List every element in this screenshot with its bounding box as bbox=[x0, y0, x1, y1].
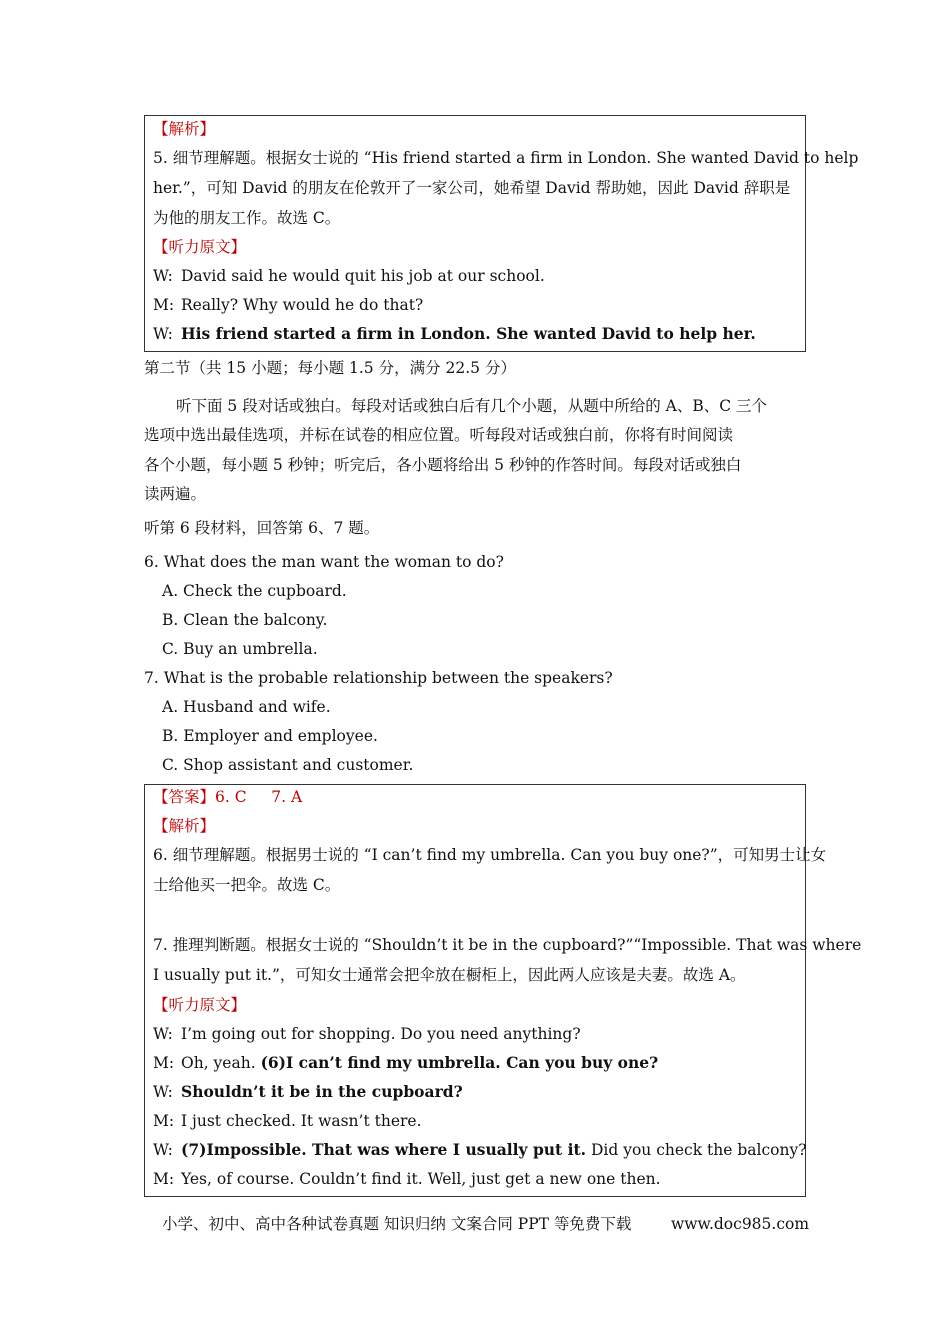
instruction-line: 选项中选出最佳选项，并标在试卷的相应位置。听每段对话或独白前，你将有时间阅读 bbox=[144, 426, 734, 444]
analysis-box-q5 bbox=[144, 115, 859, 352]
question-stem: 7. What is the probable relationship between the speakers? bbox=[144, 669, 613, 687]
analysis-line: 士给他买一把伞。故选 C。 bbox=[153, 876, 341, 894]
instruction-line: 各个小题，每小题 5 秒钟；听完后，各小题将给出 5 秒钟的作答时间。每段对话或独白 bbox=[144, 456, 742, 474]
analysis-line: 为他的朋友工作。故选 C。 bbox=[153, 209, 341, 227]
transcript-line: M: Yes, of course. Couldn’t find it. Well, just get a new one then. bbox=[153, 1170, 661, 1188]
answer-line: 【 答案 】 6. C 7. A bbox=[153, 786, 797, 808]
question-option: B. Employer and employee. bbox=[162, 727, 378, 745]
question-stem: 6. What does the man want the woman to do? bbox=[144, 553, 504, 571]
transcript-line: M: I just checked. It wasn’t there. bbox=[153, 1112, 422, 1130]
question-option: C. Shop assistant and customer. bbox=[162, 756, 414, 774]
material-prompt: 听第 6 段材料，回答第 6、7 题。 bbox=[144, 519, 380, 537]
analysis-heading: 【 解析 】 bbox=[153, 815, 797, 837]
footer-text: 小学、初中、高中各种试卷真题 知识归纳 文案合同 PPT 等免费下载 bbox=[162, 1215, 632, 1233]
question-option: B. Clean the balcony. bbox=[162, 611, 328, 629]
transcript-line: W: (7)Impossible. That was where I usually put it. Did you check the balcony? bbox=[153, 1140, 807, 1159]
transcript-line: M: Oh, yeah. (6)I can’t find my umbrella. Can you buy one? bbox=[153, 1053, 659, 1072]
transcript-heading: 【 听力原文 】 bbox=[153, 994, 797, 1016]
analysis-heading: 【 解析 】 bbox=[153, 118, 797, 140]
analysis-line: 5. 细节理解题。根据女士说的 “His friend started a firm in London. She wanted David to help bbox=[153, 149, 859, 167]
transcript-line: W: David said he would quit his job at our school. bbox=[153, 267, 545, 285]
question-option: A. Check the cupboard. bbox=[162, 582, 347, 600]
transcript-line: W: I’m going out for shopping. Do you need anything? bbox=[153, 1025, 581, 1043]
analysis-line: I usually put it.”，可知女士通常会把伞放在橱柜上，因此两人应该是夫妻。故选 A。 bbox=[153, 966, 746, 984]
transcript-line: W: His friend started a firm in London. She wanted David to help her. bbox=[153, 324, 756, 343]
analysis-line: 6. 细节理解题。根据男士说的 “I can’t find my umbrella. Can you buy one?”，可知男士让女 bbox=[153, 846, 827, 864]
question-option: C. Buy an umbrella. bbox=[162, 640, 318, 658]
transcript-line: W: Shouldn’t it be in the cupboard? bbox=[153, 1082, 463, 1101]
answer-box-q6-7 bbox=[144, 784, 862, 1197]
question-option: A. Husband and wife. bbox=[162, 698, 331, 716]
section-heading: 第二节（共 15 小题；每小题 1.5 分，满分 22.5 分） bbox=[144, 359, 516, 377]
transcript-heading: 【 听力原文 】 bbox=[153, 236, 797, 258]
footer-url[interactable]: www.doc985.com bbox=[671, 1215, 810, 1233]
instruction-line: 读两遍。 bbox=[144, 485, 207, 503]
analysis-line: 7. 推理判断题。根据女士说的 “Shouldn’t it be in the cupboard?”“Impossible. That was where bbox=[153, 936, 862, 954]
analysis-line: her.”，可知 David 的朋友在伦敦开了一家公司，她希望 David 帮助她，因此 David 辞职是 bbox=[153, 179, 791, 197]
instruction-line: 听下面 5 段对话或独白。每段对话或独白后有几个小题，从题中所给的 A、B、C 三个 bbox=[176, 397, 768, 415]
transcript-line: M: Really? Why would he do that? bbox=[153, 296, 424, 314]
